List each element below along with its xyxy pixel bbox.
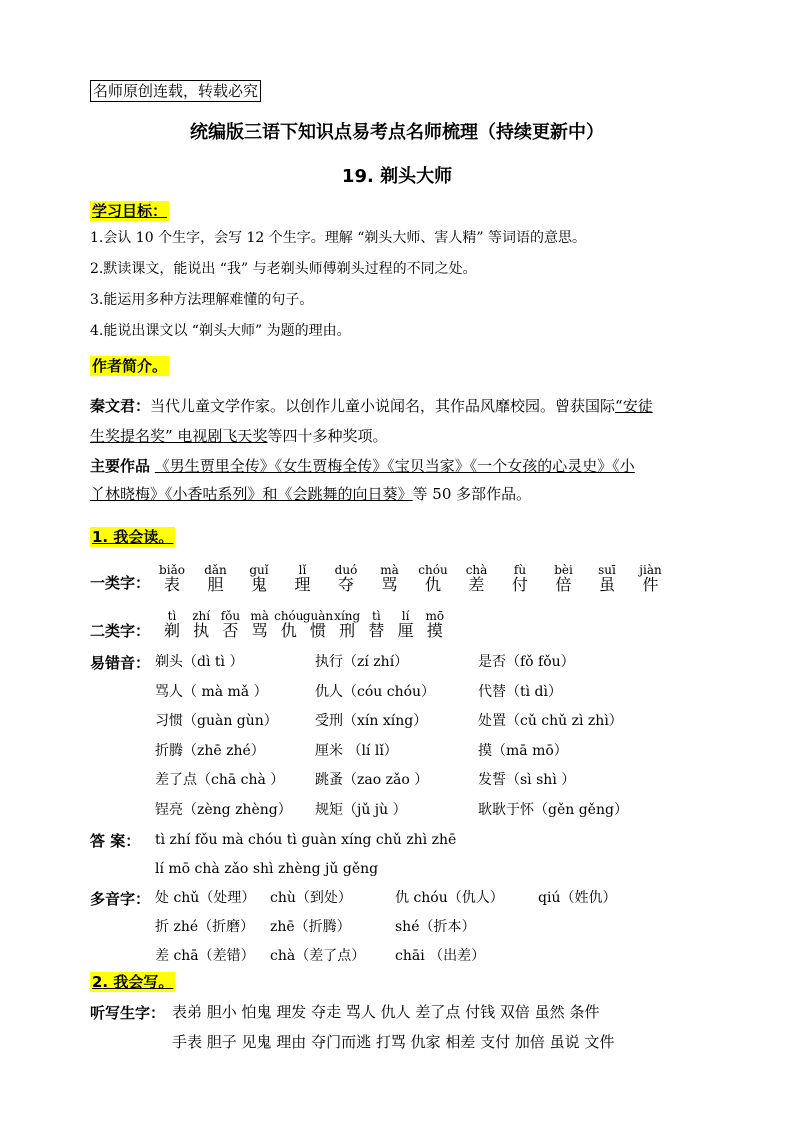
- hanzi: 仇: [280, 621, 297, 640]
- pinyin: suī: [598, 563, 616, 577]
- hanzi: 表: [163, 575, 180, 594]
- hanzi: 仇: [424, 575, 441, 594]
- pinyin: lí: [401, 609, 410, 623]
- error-item: 锃亮（zèng zhèng）: [155, 801, 292, 818]
- copyright-notice: 名师原创连载，转载必究: [90, 80, 261, 102]
- pinyin: tì: [167, 609, 177, 623]
- hanzi: 摸: [426, 621, 443, 640]
- answer-line: lí mō chà zǎo shì zhèng jǔ gěng: [155, 861, 379, 877]
- hanzi: 否: [222, 621, 239, 640]
- pinyin: dǎn: [204, 563, 227, 577]
- char-cell: [239, 564, 279, 594]
- write-heading: 2. 我会写。: [92, 973, 174, 991]
- hanzi: 理: [294, 575, 311, 594]
- char-cell: [413, 564, 453, 594]
- hanzi: 剃: [163, 621, 180, 640]
- hanzi: 惯: [309, 621, 326, 640]
- goal-item: 3.能运用多种方法理解难懂的句子。: [90, 292, 314, 308]
- pinyin: chóu: [274, 609, 304, 623]
- pinyin: duó: [334, 563, 358, 577]
- polyphone-item: 处 chǔ（处理）: [155, 890, 256, 906]
- goal-item: 4.能说出课文以 “剃头大师” 为题的理由。: [90, 323, 351, 339]
- polyphone-item: chāi （出差）: [395, 948, 486, 964]
- author-name: 秦文君：: [90, 397, 151, 415]
- hanzi: 骂: [381, 575, 398, 594]
- pinyin: mà: [250, 609, 269, 623]
- pinyin: tì: [372, 609, 381, 623]
- answer-label: 答 案：: [90, 832, 141, 850]
- pinyin: fǒu: [220, 609, 241, 623]
- class1-label: 一类字：: [90, 574, 151, 592]
- answer-line: tì zhí fǒu mà chóu tì guàn xíng chǔ zhì zhē: [155, 832, 457, 848]
- page-title: 统编版三语下知识点易考点名师梳理（持续更新中）: [190, 122, 604, 143]
- char-cell: [631, 564, 671, 594]
- char-cell: [500, 564, 540, 594]
- hanzi: 骂: [251, 621, 268, 640]
- char-cell: [196, 564, 236, 594]
- hanzi: 胆: [207, 575, 224, 594]
- error-item: 摸（mā mō）: [478, 742, 568, 759]
- polyphone-item: chù（到处）: [270, 890, 352, 906]
- lesson-title: 19. 剃头大师: [341, 166, 453, 187]
- goal-item: 1.会认 10 个生字，会写 12 个生字。理解 “剃头大师、害人精” 等词语的意思。: [90, 230, 587, 246]
- char-cell: [283, 564, 323, 594]
- polyphone-item: qiú（姓仇）: [538, 890, 617, 906]
- error-item: 剃头（dì tì ）: [155, 654, 244, 670]
- goal-item: 2.默读课文，能说出 “我” 与老剃头师傅剃头过程的不同之处。: [90, 261, 477, 277]
- pinyin: xíng: [334, 609, 361, 623]
- polyphone-item: zhē（折腾）: [270, 919, 351, 935]
- error-item: 是否（fǒ fǒu）: [478, 654, 575, 670]
- char-cell: [457, 564, 497, 594]
- char-cell: [587, 564, 627, 594]
- error-item: 规矩（jǔ jù ）: [315, 801, 407, 818]
- author-works: 主要作品 《男生贾里全传》《女生贾梅全传》《宝贝当家》《一个女孩的心灵史》《小: [90, 457, 635, 475]
- error-item: 代替（tì dì）: [478, 683, 562, 700]
- read-heading: 1. 我会读。: [92, 528, 174, 546]
- pinyin: chóu: [418, 563, 448, 577]
- pinyin: guàn: [302, 609, 334, 623]
- polyphone-item: 差 chā（差错）: [155, 948, 255, 964]
- polyphone-label: 多音字：: [90, 890, 151, 908]
- pinyin: jiàn: [639, 563, 662, 577]
- pinyin: zhí: [192, 609, 211, 623]
- polyphone-item: chà（差了点）: [270, 948, 366, 964]
- char-cell: [415, 610, 455, 640]
- pinyin: bèi: [554, 563, 573, 577]
- hanzi: 虽: [598, 575, 615, 594]
- error-item: 厘米 （lí lǐ）: [315, 742, 398, 759]
- polyphone-item: 折 zhé（折磨）: [155, 919, 255, 935]
- goals-heading: 学习目标：: [92, 202, 168, 220]
- error-item: 跳蚤（zao zǎo ）: [315, 772, 429, 788]
- error-item: 骂人（ mà mǎ ）: [155, 683, 268, 700]
- error-item: 受刑（xín xíng）: [315, 713, 428, 729]
- pinyin: fù: [513, 563, 527, 577]
- error-item: 差了点（chā chà ）: [155, 772, 285, 788]
- author-bio: 秦文君：当代儿童文学作家。以创作儿童小说闻名，其作品风靡校园。曾获国际“安徒: [90, 397, 653, 415]
- pinyin: mō: [425, 609, 445, 623]
- author-works-cont: 丫林晓梅》《小香咕系列》和《会跳舞的向日葵》等 50 多部作品。: [90, 485, 532, 503]
- pinyin: lǐ: [298, 563, 307, 577]
- polyphone-item: 仇 chóu（仇人）: [395, 890, 504, 906]
- works-label: 主要作品: [90, 457, 151, 475]
- char-cell: [544, 564, 584, 594]
- error-item: 仇人（cóu chóu）: [315, 683, 436, 700]
- error-item: 习惯（guàn gùn）: [155, 713, 278, 729]
- hanzi: 付: [511, 575, 528, 594]
- hanzi: 差: [468, 575, 485, 594]
- pinyin: mà: [380, 563, 399, 577]
- class2-label: 二类字：: [90, 622, 151, 640]
- dictation-label: 听写生字：: [90, 1004, 166, 1022]
- hanzi: 刑: [339, 621, 356, 640]
- hanzi: 执: [193, 621, 210, 640]
- polyphone-item: shé（折本）: [395, 919, 476, 935]
- hanzi: 倍: [555, 575, 572, 594]
- dictation-row: 手表 胆子 见鬼 理由 夺门而逃 打骂 仇家 相差 支付 加倍 虽说 文件: [172, 1033, 615, 1051]
- error-item: 耿耿于怀（gěn gěng）: [478, 801, 628, 818]
- hanzi: 鬼: [250, 575, 267, 594]
- author-heading: 作者简介。: [92, 357, 168, 375]
- hanzi: 厘: [397, 621, 414, 640]
- pinyin: biǎo: [159, 563, 185, 577]
- pinyin: guǐ: [249, 563, 269, 577]
- error-item: 发誓（sì shì ）: [478, 772, 576, 788]
- hanzi: 夺: [337, 575, 354, 594]
- hanzi: 替: [368, 621, 385, 640]
- author-bio-cont: 生奖提名奖” 电视剧飞天奖等四十多种奖项。: [90, 427, 388, 445]
- error-label: 易错音：: [90, 654, 151, 672]
- error-item: 折腾（zhē zhé）: [155, 742, 265, 759]
- hanzi: 件: [642, 575, 659, 594]
- char-cell: [370, 564, 410, 594]
- dictation-row: 表弟 胆小 怕鬼 理发 夺走 骂人 仇人 差了点 付钱 双倍 虽然 条件: [172, 1003, 600, 1021]
- char-cell: [152, 564, 192, 594]
- pinyin: chà: [465, 563, 488, 577]
- error-item: 执行（zí zhí）: [315, 654, 409, 670]
- error-item: 处置（cǔ chǔ zì zhì）: [478, 713, 623, 729]
- char-cell: [326, 564, 366, 594]
